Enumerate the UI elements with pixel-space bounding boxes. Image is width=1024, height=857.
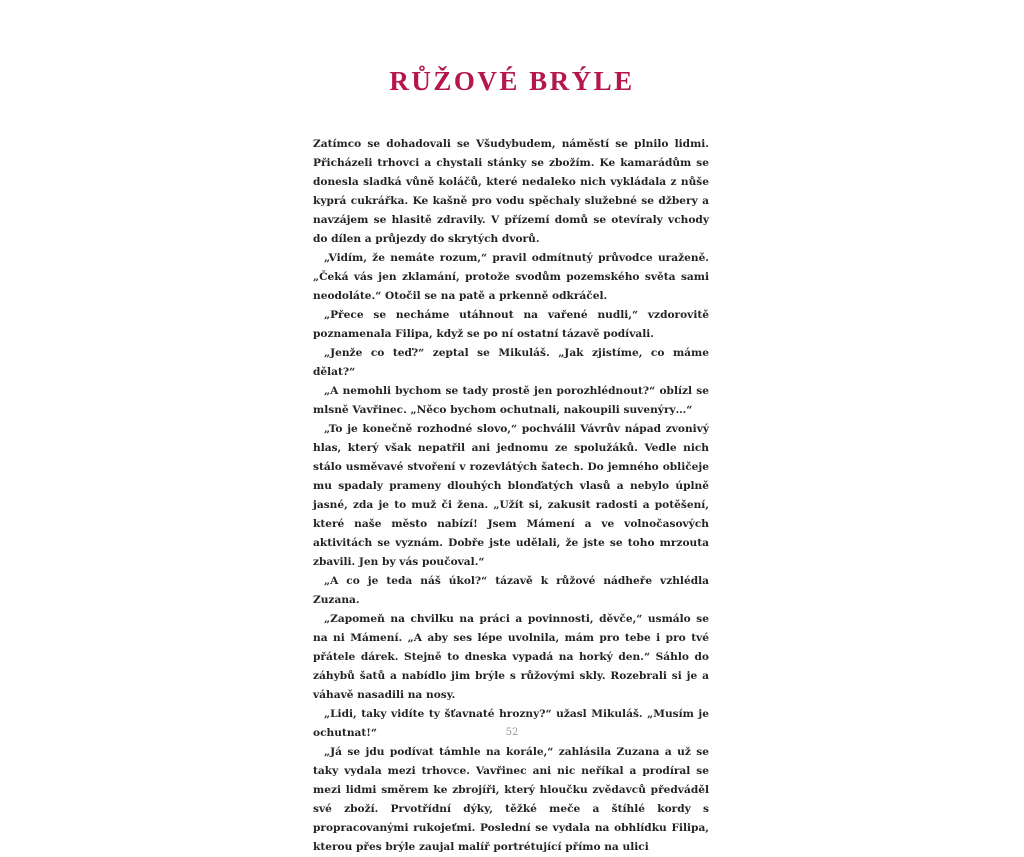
body-text bbox=[313, 135, 709, 857]
paragraph: „Vidím, že nemáte rozum,“ pravil odmítnutý průvodce uraženě. „Čeká vás jen zklamání, protože svodům pozemského světa sami neodoláte.“ Otočil se na patě a prkenně odkráčel. bbox=[313, 252, 709, 302]
paragraph: „Já se jdu podívat támhle na korále,“ zahlásila Zuzana a už se taky vydala mezi trhovce. Vavřinec ani nic neříkal a prodíral se mezi lidmi směrem ke zbrojíři, který hloučku zvědavců předváděl své zboží. Prvotřídní dýky, těžké meče a štíhlé kordy s propracovanými rukojeťmi. Poslední se vydala na obhlídku Filipa, kterou přes brýle zaujal malíř portrétující přímo na ulici bbox=[313, 746, 709, 853]
paragraph: „Jenže co teď?“ zeptal se Mikuláš. „Jak zjistíme, co máme dělat?“ bbox=[313, 347, 709, 378]
paragraph: „A co je teda náš úkol?“ tázavě k růžové nádheře vzhlédla Zuzana. bbox=[313, 575, 709, 606]
chapter-title: RŮŽOVÉ BRÝLE bbox=[389, 66, 635, 96]
paragraph: „A nemohli bychom se tady prostě jen porozhlédnout?“ oblízl se mlsně Vavřinec. „Něco bychom ochutnali, nakoupili suvenýry…“ bbox=[313, 385, 709, 416]
page-number: 52 bbox=[505, 727, 519, 738]
paragraph: „Přece se necháme utáhnout na vařené nudli,“ vzdorovitě poznamenala Filipa, když se po ní ostatní tázavě podívali. bbox=[313, 309, 709, 340]
paragraph: „Zapomeň na chvilku na práci a povinnosti, děvče,“ usmálo se na ni Mámení. „A aby ses lépe uvolnila, mám pro tebe i pro tvé přátele dárek. Stejně to dneska vypadá na horký den.“ Sáhlo do záhybů šatů a nabídlo jim brýle s růžovými skly. Rozebrali si je a váhavě nasadili na nosy. bbox=[313, 613, 709, 701]
paragraph: Zatímco se dohadovali se Všudybudem, náměstí se plnilo lidmi. Přicházeli trhovci a chystali stánky se zbožím. Ke kamarádům se donesla sladká vůně koláčů, které nedaleko nich vykládala z nůše kyprá cukrářka. Ke kašně pro vodu spěchaly služebné se džbery a navzájem se hlasitě zdravily. V přízemí domů se otevíraly vchody do dílen a průjezdy do skrytých dvorů. bbox=[313, 138, 709, 245]
paragraph: „To je konečně rozhodné slovo,“ pochválil Vávrův nápad zvonivý hlas, který však nepatřil ani jednomu ze spolužáků. Vedle nich stálo usměvavé stvoření v rozevlátých šatech. Do jemného obličeje mu spadaly prameny dlouhých blonďatých vlasů a nebylo úplně jasné, zda je to muž či žena. „Užít si, zakusit radosti a potěšení, které naše město nabízí! Jsem Mámení a ve volnočasových aktivitách se vyznám. Dobře jste udělali, že jste se toho mrzouta zbavili. Jen by vás poučoval.“ bbox=[313, 423, 709, 568]
paragraph: „Lidi, taky vidíte ty šťavnaté hrozny?“ užasl Mikuláš. „Musím je ochutnat!“ bbox=[313, 708, 709, 739]
